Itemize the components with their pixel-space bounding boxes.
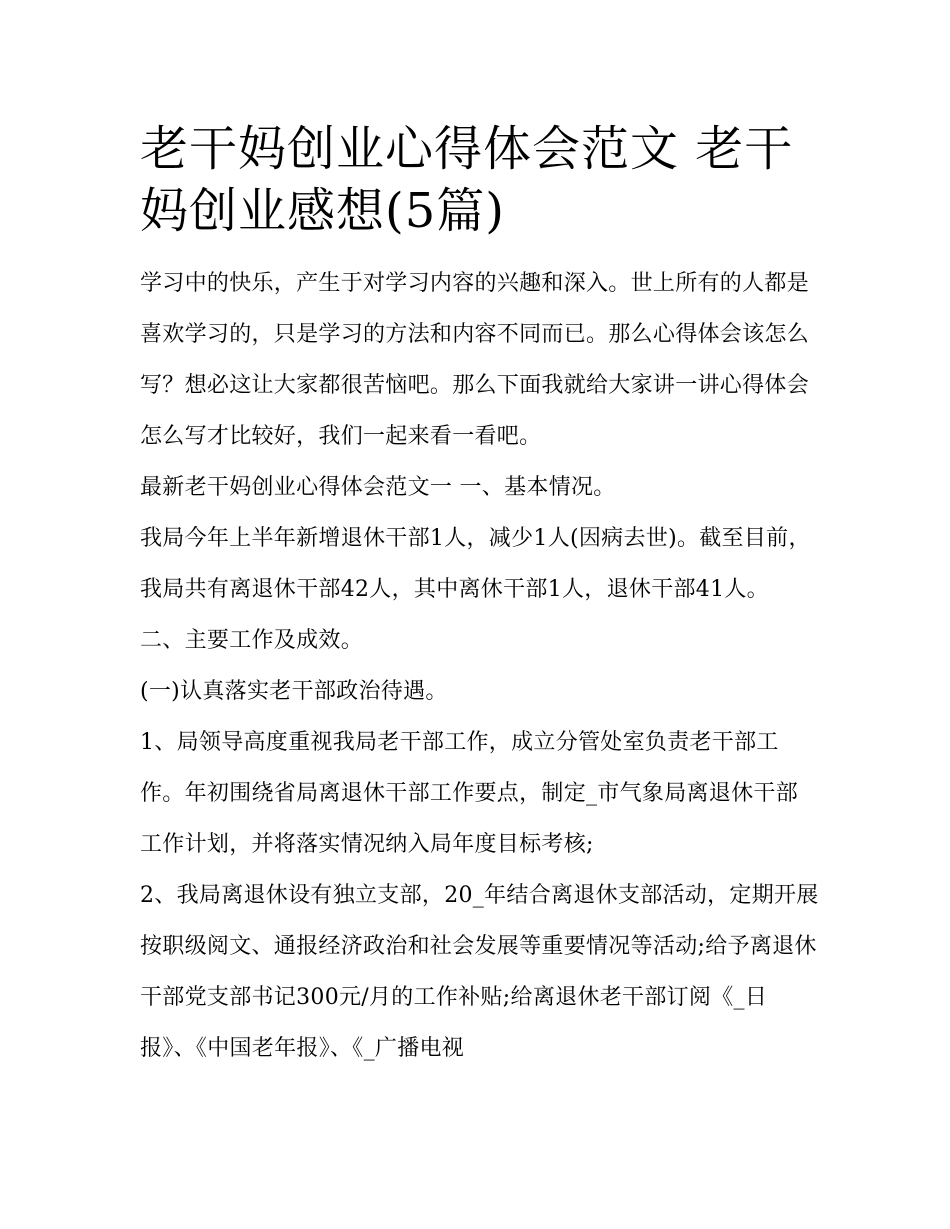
paragraph-item-1: 1、局领导高度重视我局老干部工作，成立分管处室负责老干部工作。年初围绕省局离退休干部工作要点，制定_市气象局离退休干部工作计划，并将落实情况纳入局年度目标考核; — [140, 730, 799, 857]
document-body — [140, 258, 820, 1074]
paragraph-subheading-political: (一)认真落实老干部政治待遇。 — [140, 679, 448, 704]
paragraph-item-2: 2、我局离退休设有独立支部，20_年结合离退休支部活动，定期开展按职级阅文、通报经济政治和社会发展等重要情况等活动;给予离退休干部党支部书记300元/月的工作补贴;给离退休老干部订阅《_日报》、《中国老年报》、《_广播电视 — [140, 883, 819, 1061]
paragraph-intro: 学习中的快乐，产生于对学习内容的兴趣和深入。世上所有的人都是喜欢学习的，只是学习的方法和内容不同而已。那么心得体会该怎么写？想必这让大家都很苦恼吧。那么下面我就给大家讲一讲心得体会怎么写才比较好，我们一起来看一看吧。 — [140, 271, 810, 449]
paragraph-section-heading: 最新老干妈创业心得体会范文一 一、基本情况。 — [140, 475, 616, 500]
document-title: 老干妈创业心得体会范文 老干妈创业感想(5篇) — [140, 121, 794, 239]
paragraph-basic-situation: 我局今年上半年新增退休干部1人，减少1人(因病去世)。截至目前，我局共有离退休干部42人，其中离休干部1人，退休干部41人。 二、主要工作及成效。 — [140, 526, 811, 653]
document-page — [140, 118, 820, 1074]
